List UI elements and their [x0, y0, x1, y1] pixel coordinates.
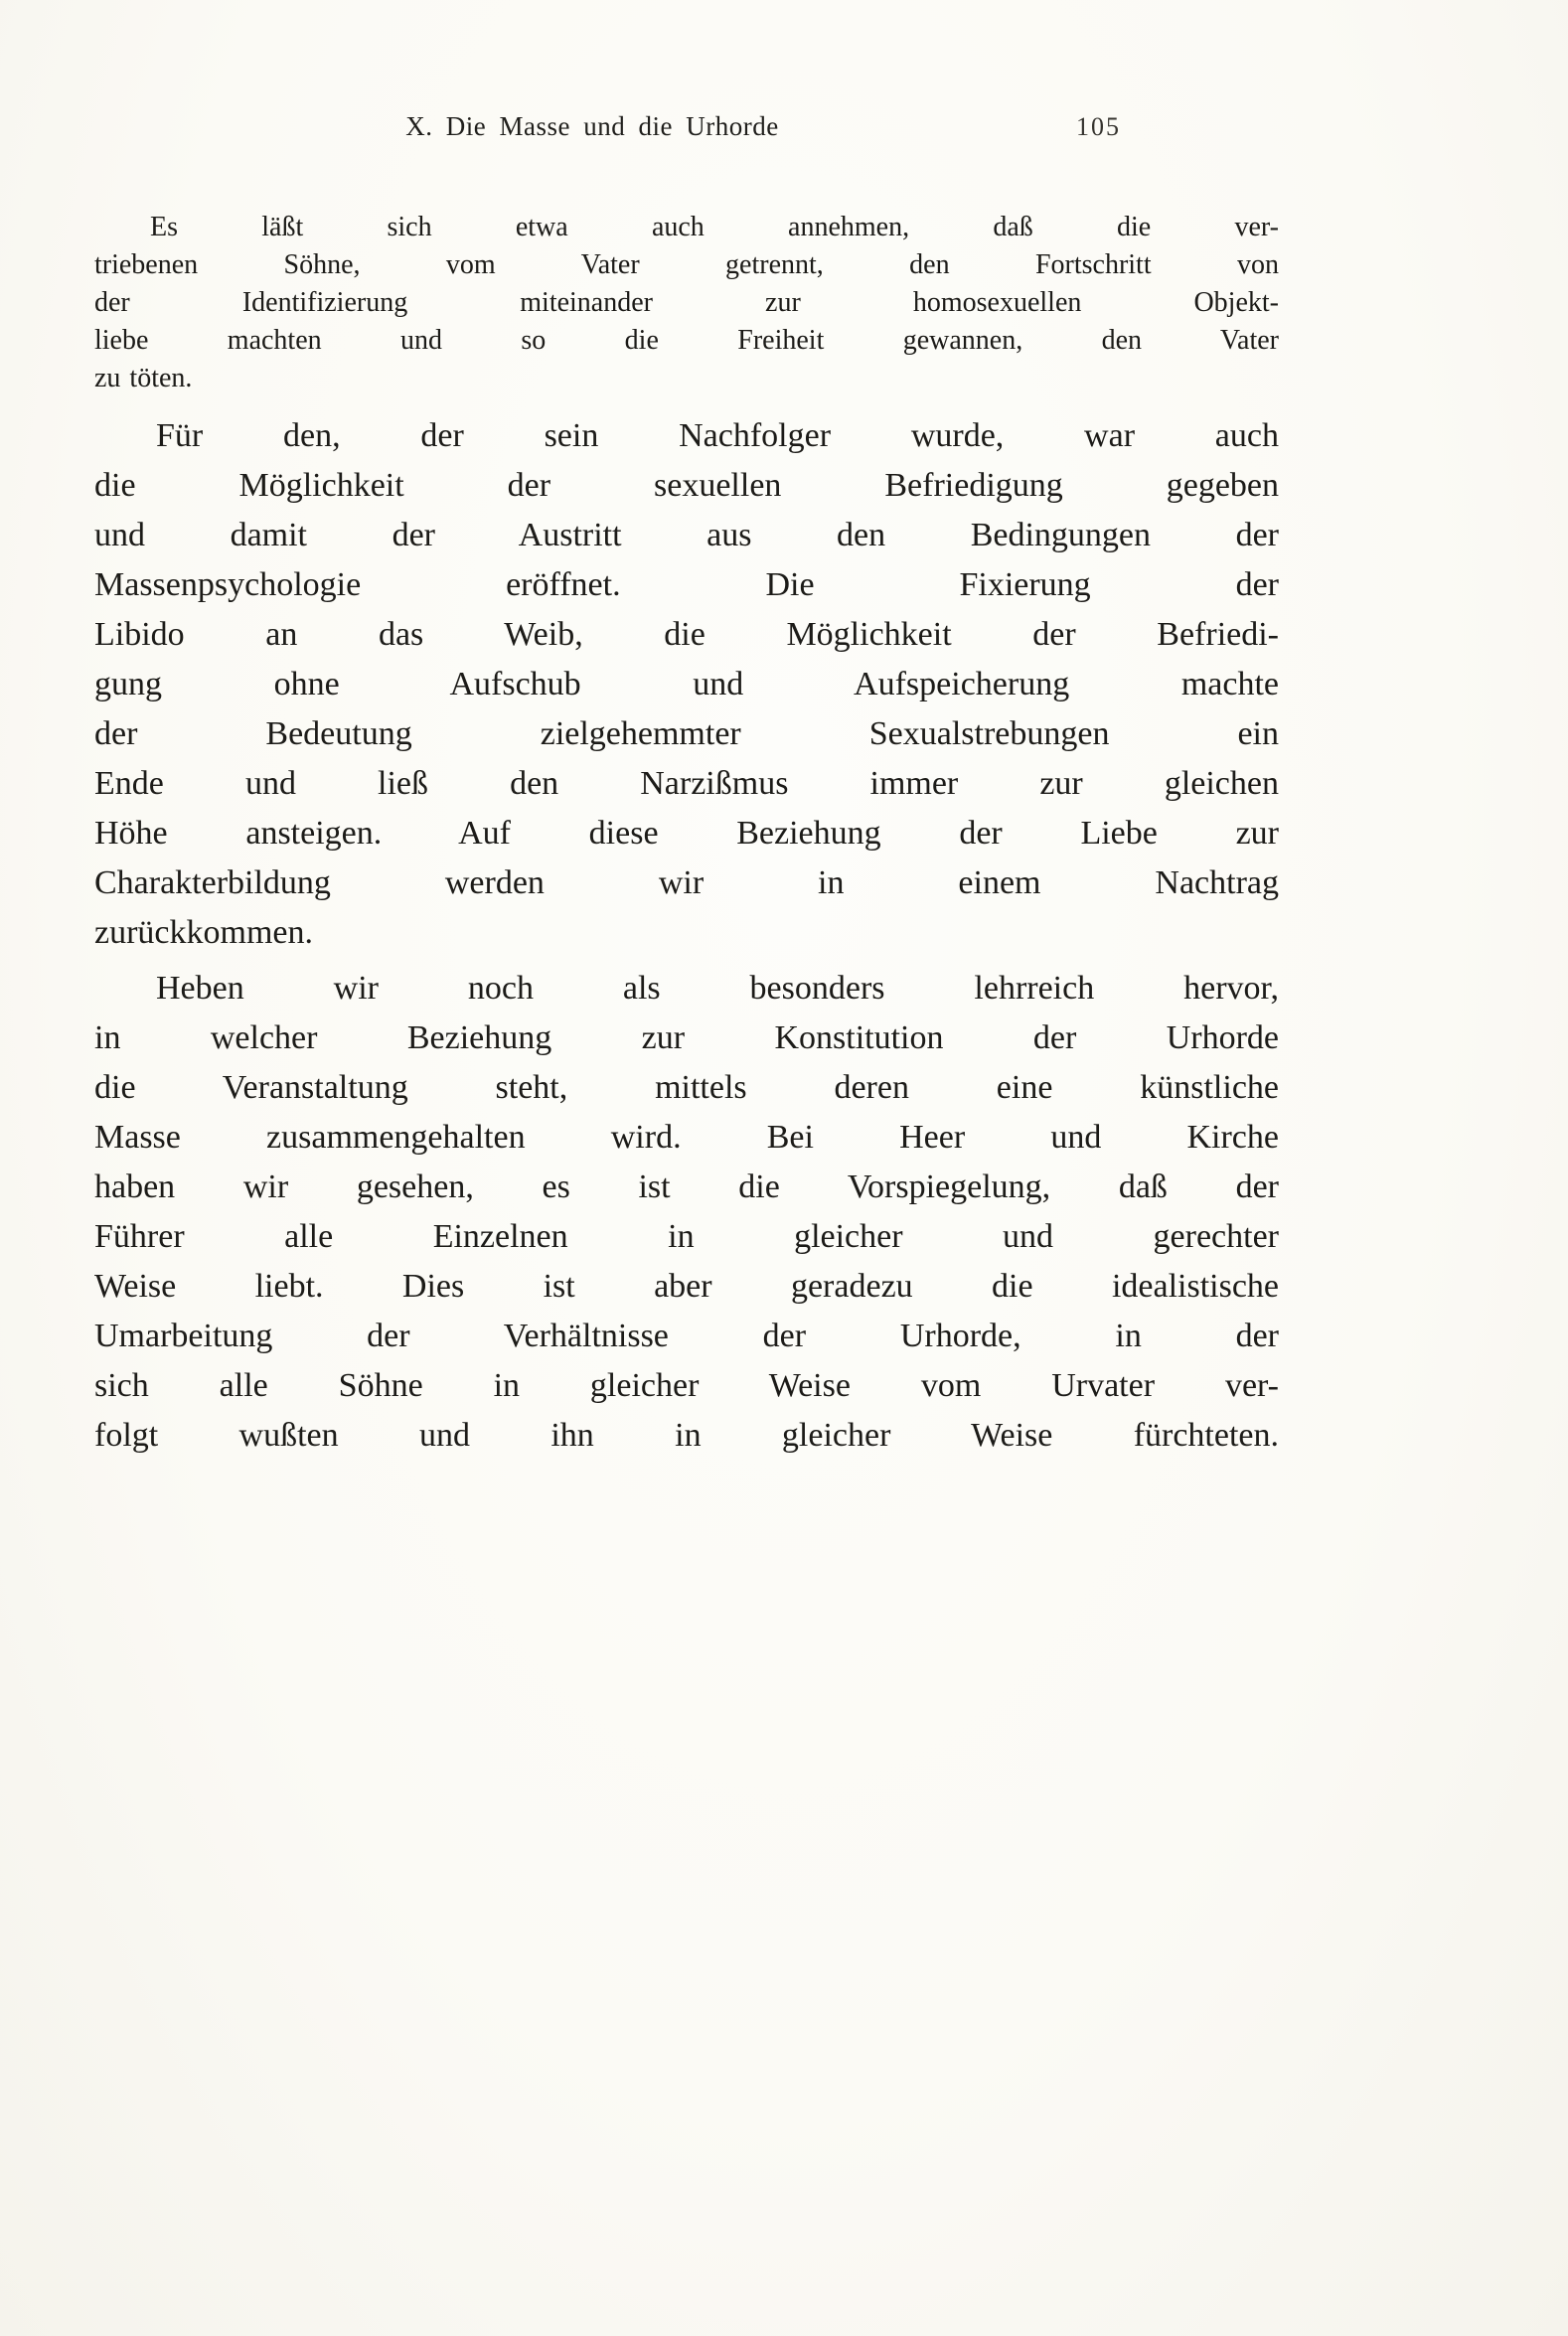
text-line: Ende und ließ den Narzißmus immer zur gleichen — [94, 765, 1279, 802]
text-line: triebenen Söhne, vom Vater getrennt, den Fortschritt von — [94, 249, 1279, 280]
text-line: die Veranstaltung steht, mittels deren eine künstliche — [94, 1069, 1279, 1106]
text-line: liebe machten und so die Freiheit gewannen, den Vater — [94, 325, 1279, 356]
paragraph — [94, 964, 1279, 1461]
text-line: Höhe ansteigen. Auf diese Beziehung der Liebe zur — [94, 815, 1279, 852]
text-line: folgt wußten und ihn in gleicher Weise fürchteten. — [94, 1417, 1279, 1454]
text-line: Führer alle Einzelnen in gleicher und gerechter — [94, 1218, 1279, 1255]
text-line: Für den, der sein Nachfolger wurde, war auch — [156, 417, 1279, 454]
text-line: die Möglichkeit der sexuellen Befriedigung gegeben — [94, 467, 1279, 504]
text-line: Charakterbildung werden wir in einem Nachtrag — [94, 864, 1279, 901]
text-line: der Bedeutung zielgehemmter Sexualstrebungen ein — [94, 715, 1279, 752]
text-line: in welcher Beziehung zur Konstitution der Urhorde — [94, 1019, 1279, 1056]
page-number: 105 — [1076, 112, 1121, 141]
text-line: Libido an das Weib, die Möglichkeit der Befriedi- — [94, 616, 1279, 653]
text-line: gung ohne Aufschub und Aufspeicherung machte — [94, 666, 1279, 702]
paragraph — [94, 411, 1279, 958]
text-line: haben wir gesehen, es ist die Vorspiegelung, daß der — [94, 1168, 1279, 1205]
text-line: und damit der Austritt aus den Bedingungen der — [94, 517, 1279, 553]
text-line: zurückkommen. — [94, 914, 313, 951]
chapter-title: X. Die Masse und die Urhorde — [405, 111, 779, 141]
text-line: Weise liebt. Dies ist aber geradezu die idealistische — [94, 1268, 1279, 1305]
running-head — [94, 111, 1279, 157]
text-line: Es läßt sich etwa auch annehmen, daß die ver- — [150, 212, 1279, 242]
text-line: sich alle Söhne in gleicher Weise vom Urvater ver- — [94, 1367, 1279, 1404]
text-line: Heben wir noch als besonders lehrreich hervor, — [156, 970, 1279, 1007]
text-block — [94, 209, 1279, 1461]
text-line: Umarbeitung der Verhältnisse der Urhorde, in der — [94, 1318, 1279, 1354]
text-line: zu töten. — [94, 363, 193, 393]
text-line: der Identifizierung miteinander zur homosexuellen Objekt- — [94, 287, 1279, 318]
paragraph — [94, 209, 1279, 397]
text-line: Masse zusammengehalten wird. Bei Heer und Kirche — [94, 1119, 1279, 1156]
text-line: Massenpsychologie eröffnet. Die Fixierung der — [94, 566, 1279, 603]
text-column — [94, 111, 1279, 1467]
